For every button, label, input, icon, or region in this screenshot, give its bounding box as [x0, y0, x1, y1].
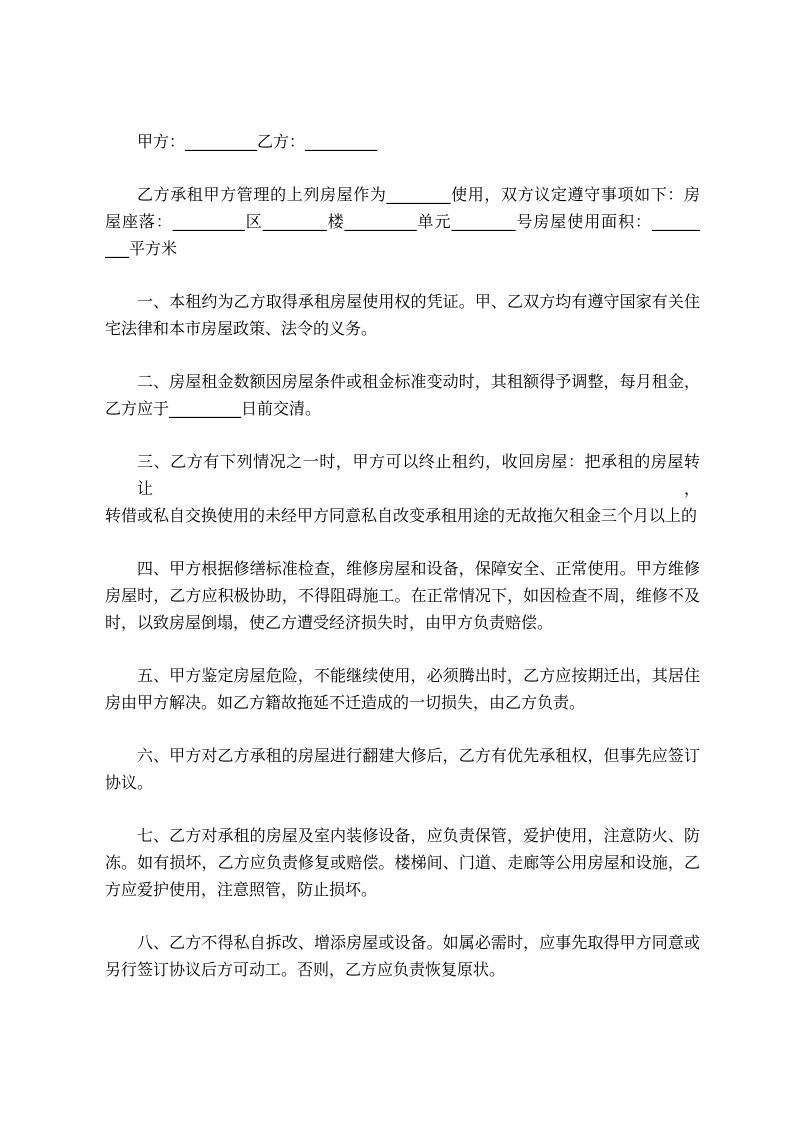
clause-8: [105, 929, 700, 983]
paragraph-line: 一、本租约为乙方取得承租房屋使用权的凭证。甲、乙双方均有遵守国家有关住: [137, 292, 700, 311]
document-body: [105, 128, 700, 1009]
paragraph-line: 冻。如有损坏，乙方应负责修复或赔偿。楼梯间、门道、走廊等公用房屋和设施，乙: [105, 853, 700, 872]
clause-6: [105, 742, 700, 796]
clause-2: [105, 368, 700, 422]
paragraph-line: 转借或私自交换使用的未经甲方同意私自改变承租用途的无故拖欠租金三个月以上的: [105, 506, 698, 525]
paragraph-line: 八、乙方不得私自拆改、增添房屋或设备。如属必需时，应事先取得甲方同意或: [137, 933, 700, 952]
clause-4: [105, 555, 700, 636]
paragraph-line: 屋座落：_________区________楼_________单元________号房屋使用面积：______: [105, 212, 700, 231]
paragraph-line: 二、房屋租金数额因房屋条件或租金标准变动时，其租额得予调整，每月租金，: [137, 372, 700, 391]
paragraph-line: 协议。: [105, 773, 154, 792]
paragraph-line: 房屋时，乙方应积极协助，不得阻碍施工。在正常情况下，如因检查不周，维修不及: [105, 586, 700, 605]
lease-intro: [105, 181, 700, 262]
clause-5: [105, 662, 700, 716]
paragraph-line: 乙方承租甲方管理的上列房屋作为________使用，双方议定遵守事项如下：房: [137, 185, 700, 204]
paragraph-line: 宅法律和本市房屋政策、法令的义务。: [105, 319, 378, 338]
paragraph-line: 乙方应于_________日前交清。: [105, 399, 322, 418]
paragraph-line: ___平方米: [105, 239, 178, 258]
paragraph-line: 三、乙方有下列情况之一时，甲方可以终止租约，收回房屋：把承租的房屋转让，: [137, 452, 700, 498]
paragraph-line: 方应爱护使用，注意照管，防止损坏。: [105, 880, 378, 899]
paragraph-line: 七、乙方对承租的房屋及室内装修设备，应负责保管，爱护使用，注意防火、防: [137, 826, 700, 845]
paragraph-line: 四、甲方根据修缮标准检查，维修房屋和设备，保障安全、正常使用。甲方维修: [137, 559, 700, 578]
paragraph-line: 时，以致房屋倒塌，使乙方遭受经济损失时，由甲方负责赔偿。: [105, 613, 554, 632]
clause-7: [105, 822, 700, 903]
paragraph-line: 五、甲方鉴定房屋危险，不能继续使用，必须腾出时，乙方应按期迁出，其居住: [137, 666, 700, 685]
paragraph-line: 甲方：_________乙方：_________: [137, 132, 378, 151]
paragraph-line: 六、甲方对乙方承租的房屋进行翻建大修后，乙方有优先承租权，但事先应签订: [137, 746, 700, 765]
clause-3: [105, 448, 700, 529]
paragraph-line: 另行签订协议后方可动工。否则，乙方应负责恢复原状。: [105, 960, 506, 979]
parties-line: [105, 128, 700, 155]
paragraph-line: 房由甲方解决。如乙方籍故拖延不迁造成的一切损失，由乙方负责。: [105, 693, 586, 712]
clause-1: [105, 288, 700, 342]
